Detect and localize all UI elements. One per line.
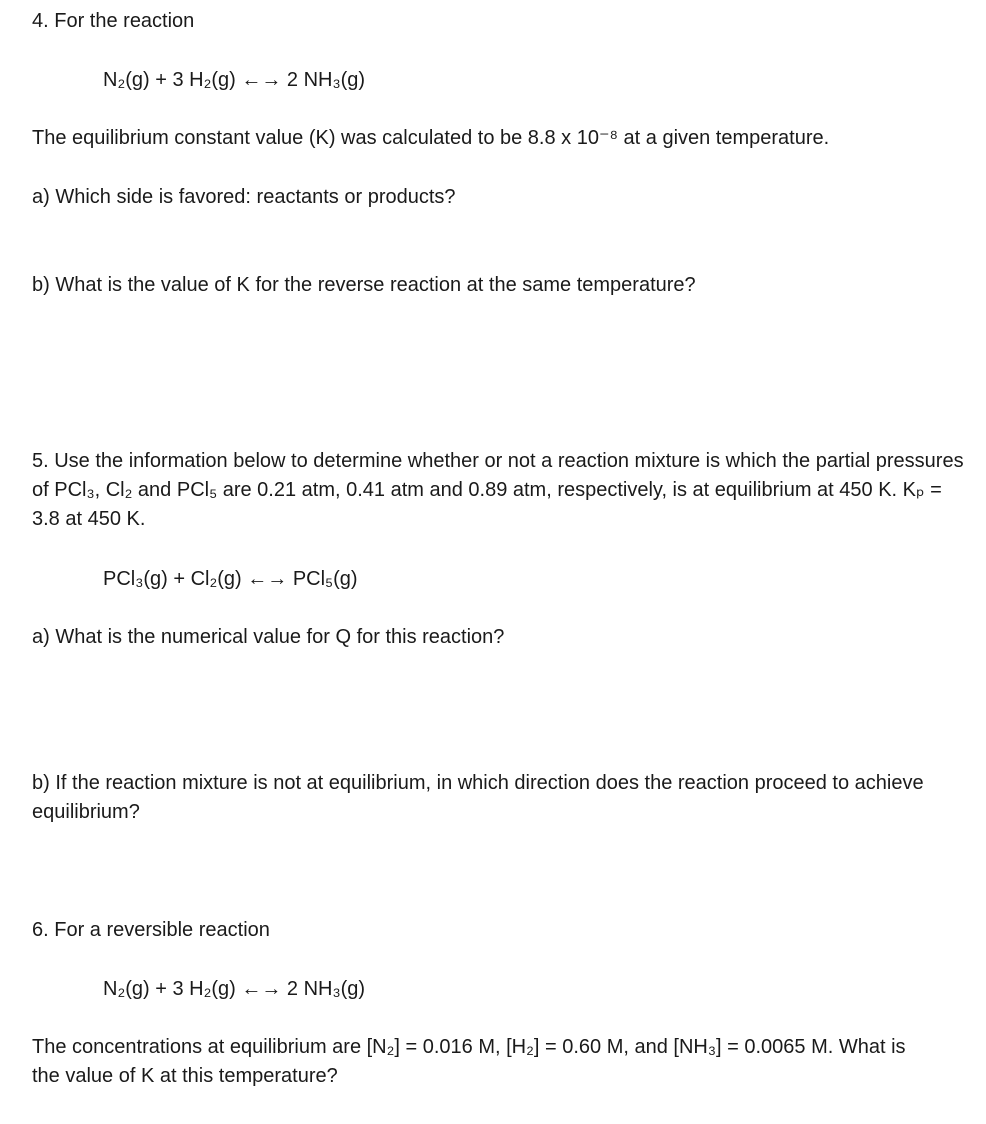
q4-statement: The equilibrium constant value (K) was calculated to be 8.8 x 10⁻⁸ at a given temperature.	[32, 127, 830, 149]
q6-heading: 6. For a reversible reaction	[32, 919, 270, 941]
q4-heading: 4. For the reaction	[32, 10, 195, 32]
q4-equation: N₂(g) + 3 H₂(g) ←→ 2 NH₃(g)	[103, 69, 366, 91]
q5-intro: 5. Use the information below to determine whether or not a reaction mixture is which the partial pressures of PCl₃, Cl₂ and PCl₅ are 0.21 atm, 0.41 atm and 0.89 atm, respectively, is at equilibrium at 450 K. Kₚ = 3.8 at 450 K.	[32, 450, 964, 530]
q5-equation: PCl₃(g) + Cl₂(g) ←→ PCl₅(g)	[103, 568, 358, 590]
q4-part-b: b) What is the value of K for the reverse reaction at the same temperature?	[32, 274, 696, 296]
q6-statement: The concentrations at equilibrium are [N₂] = 0.016 M, [H₂] = 0.60 M, and [NH₃] = 0.0065 M. What is the value of K at this temperature?	[32, 1036, 906, 1087]
q6-equation: N₂(g) + 3 H₂(g) ←→ 2 NH₃(g)	[103, 978, 366, 1000]
q5-part-b: b) If the reaction mixture is not at equilibrium, in which direction does the reaction proceed to achieve equilibrium?	[32, 772, 924, 823]
q5-part-a: a) What is the numerical value for Q for this reaction?	[32, 626, 505, 648]
q4-part-a: a) Which side is favored: reactants or products?	[32, 186, 456, 208]
